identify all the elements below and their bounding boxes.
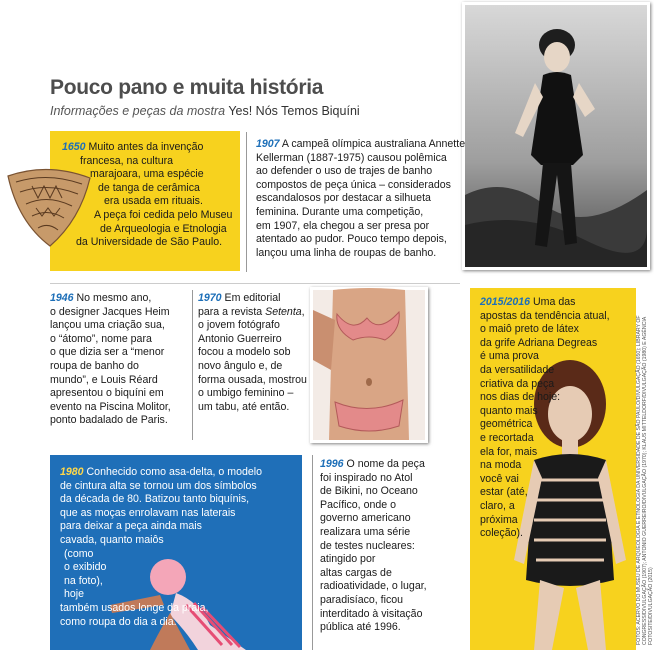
entry-1970-text xyxy=(198,292,316,414)
entry-1970-line: um tabu, até então. xyxy=(198,400,290,413)
entry-1946-line: apresentou o biquíni em xyxy=(50,387,164,400)
entry-1996-line: radioatividade, o lugar, xyxy=(320,580,427,593)
entry-1907-line: lançou uma linha de roupas de banho. xyxy=(256,246,437,259)
entry-1946-line: o “átomo”, nome para xyxy=(50,332,152,345)
page-title: Pouco pano e muita história xyxy=(50,76,324,99)
entry-1650-line: Muito antes da invenção xyxy=(85,141,204,153)
entry-1946-year: 1946 xyxy=(50,292,74,304)
magazine-name: Setenta xyxy=(265,305,302,318)
swimmer-illustration xyxy=(465,5,647,267)
entry-1970-line: Em editorial xyxy=(221,292,281,304)
entry-1980-line: também usados longe da praia, xyxy=(60,601,209,614)
subtitle-prefix: Informações e peças da mostra xyxy=(50,104,226,118)
entry-1970-line: o umbigo feminino – xyxy=(198,387,294,400)
entry-1907-line: atentado ao pudor. Pouco tempo depois, xyxy=(256,233,447,246)
entry-2015-text xyxy=(480,296,630,541)
entry-1996-text xyxy=(320,458,460,635)
row-divider xyxy=(50,283,460,284)
entry-1980-line: cavada, quanto maiôs xyxy=(60,533,164,546)
entry-1650-line: de tanga de cerâmica xyxy=(98,181,200,194)
entry-1996-line: paradisíaco, ficou xyxy=(320,593,404,606)
entry-1946-text xyxy=(50,292,200,428)
entry-1996-line: interditado à visitação xyxy=(320,607,423,620)
entry-2015-year: 2015/2016 xyxy=(480,296,531,308)
entry-1980-year: 1980 xyxy=(60,466,84,478)
entry-2015-line: geométrica xyxy=(480,418,533,431)
entry-1907-line: Kellerman (1887-1975) causou polêmica xyxy=(256,151,447,164)
entry-1980-line: (como xyxy=(64,547,94,560)
entry-1907-line: A campeã olímpica australiana Annette xyxy=(279,138,466,150)
photo-credits: FOTOS: ACERVO DO MUSEU DE ARQUEOLOGIA E ETNOLOGIA DA UNIVERSIDADE DE SÃO PAULO/DIVULGAÇÃO (1650); LIBRARY OF CONGRESS/DIVULGAÇÃO (1907); ANTONIO GUERREIRO/DIVULGAÇÃO (1970); KLAUS MITTELDORF/DIVULGAÇÃO (1980) E AGÊNCIA FOTOSITE/DIVULGAÇÃO (2015) xyxy=(636,315,654,645)
entry-1996-line: Pacífico, onde o xyxy=(320,498,396,511)
entry-1650-line: marajoara, uma espécie xyxy=(90,168,204,181)
subtitle-show-name: Yes! Nós Temos Biquíni xyxy=(228,104,360,118)
entry-2015-line: apostas da tendência atual, xyxy=(480,309,610,322)
entry-1980-line: hoje xyxy=(64,588,85,601)
entry-1650-line: francesa, na cultura xyxy=(80,154,174,167)
entry-2015-line: e recortada xyxy=(480,431,534,444)
entry-1970-line: Antonio Guerreiro xyxy=(198,332,282,345)
entry-1970-line: o jovem fotógrafo xyxy=(198,319,280,332)
entry-1946-line: mundo”, e Louis Réard xyxy=(50,373,158,386)
entry-2015-line: estar (até, xyxy=(480,486,528,499)
divider xyxy=(312,455,313,650)
entry-1970-line: novo ângulo e, de xyxy=(198,359,283,372)
entry-1996-line: de testes nucleares: xyxy=(320,539,415,552)
entry-1907-year: 1907 xyxy=(256,138,280,150)
entry-1980-line: o exibido xyxy=(64,561,107,574)
entry-1907-line: em 1907, ela chegou a ser presa por xyxy=(256,219,430,232)
entry-2015-line: nos dias de hoje: xyxy=(480,391,561,404)
entry-1946-line: lançou uma criação sua, xyxy=(50,319,165,332)
entry-1650-year: 1650 xyxy=(62,141,86,153)
entry-1980-line: de cintura alta se tornou um dos símbolos xyxy=(60,479,257,492)
entry-1996-line: atingido por xyxy=(320,553,376,566)
entry-2015-line: você vai xyxy=(480,472,519,485)
entry-1970-line: , xyxy=(301,305,305,318)
entry-1907-line: ao defender o uso de trajes de banho xyxy=(256,165,433,178)
entry-1980-line: para deixar a peça ainda mais xyxy=(60,520,202,533)
page-subtitle xyxy=(50,104,360,118)
entry-2015-line: na moda xyxy=(480,459,522,472)
entry-1970-line: focou a modelo sob xyxy=(198,346,291,359)
entry-2015-line: ela for, mais xyxy=(480,445,538,458)
divider xyxy=(192,290,193,440)
entry-1996-line: de Bikini, no Oceano xyxy=(320,485,418,498)
entry-1996-line: pública até 1996. xyxy=(320,621,401,634)
divider xyxy=(246,132,247,272)
entry-1996-year: 1996 xyxy=(320,458,344,470)
entry-1996-line: altas cargas de xyxy=(320,566,392,579)
entry-1980-line: Conhecido como asa-delta, o modelo xyxy=(83,466,263,478)
entry-1650-line: de Arqueologia e Etnologia xyxy=(100,222,227,235)
entry-1650-line: da Universidade de São Paulo. xyxy=(76,236,223,249)
entry-1946-line: roupa de banho do xyxy=(50,359,139,372)
entry-1946-line: ponto badalado de Paris. xyxy=(50,414,168,427)
entry-2015-line: quanto mais xyxy=(480,404,538,417)
entry-1907-line: compostos de peça única – considerados xyxy=(256,178,451,191)
entry-2015-line: o maiô preto de látex xyxy=(480,323,579,336)
entry-1970-line: forma ousada, mostrou xyxy=(198,373,307,386)
bikini-model-illustration xyxy=(313,290,425,440)
entry-1970-year: 1970 xyxy=(198,292,222,304)
entry-1980-text xyxy=(60,466,300,629)
entry-1980-line: na foto), xyxy=(64,574,103,587)
entry-1907-line: feminina. Durante uma competição, xyxy=(256,205,424,218)
entry-1980-line: como roupa do dia a dia. xyxy=(60,615,177,628)
photo-1970-model xyxy=(310,287,428,443)
entry-2015-line: claro, a xyxy=(480,499,515,512)
entry-1650-text xyxy=(58,141,238,250)
entry-1946-line: o designer Jacques Heim xyxy=(50,305,170,318)
entry-1980-line: da década de 80. Batizou tanto biquínis, xyxy=(60,493,250,506)
entry-1996-line: governo americano xyxy=(320,512,411,525)
entry-2015-line: é uma prova xyxy=(480,350,539,363)
entry-2015-line: da versatilidade xyxy=(480,363,555,376)
entry-1650-line: A peça foi cedida pelo Museu xyxy=(94,208,233,221)
entry-2015-line: criativa da peça xyxy=(480,377,555,390)
entry-1907-line: escandalosos por destacar a silhueta xyxy=(256,192,431,205)
entry-1996-line: O nome da peça xyxy=(343,458,425,470)
entry-1946-line: o que dizia ser a “menor xyxy=(50,346,165,359)
entry-1650-line: era usada em rituais. xyxy=(104,195,203,208)
entry-1970-line: para a revista xyxy=(198,305,266,318)
entry-1980-line: que as moças enrolavam nas laterais xyxy=(60,506,236,519)
entry-1946-line: No mesmo ano, xyxy=(73,292,152,304)
entry-1996-line: realizara uma série xyxy=(320,525,411,538)
entry-1946-line: evento na Piscina Molitor, xyxy=(50,400,171,413)
entry-2015-line: próxima xyxy=(480,513,518,526)
entry-1907-text xyxy=(256,138,468,260)
entry-2015-line: Uma das xyxy=(530,296,576,308)
entry-1996-line: foi inspirado no Atol xyxy=(320,471,413,484)
photo-1907-swimmer xyxy=(462,2,650,270)
entry-2015-line: da grife Adriana Degreas xyxy=(480,336,598,349)
entry-2015-line: coleção). xyxy=(480,527,523,540)
